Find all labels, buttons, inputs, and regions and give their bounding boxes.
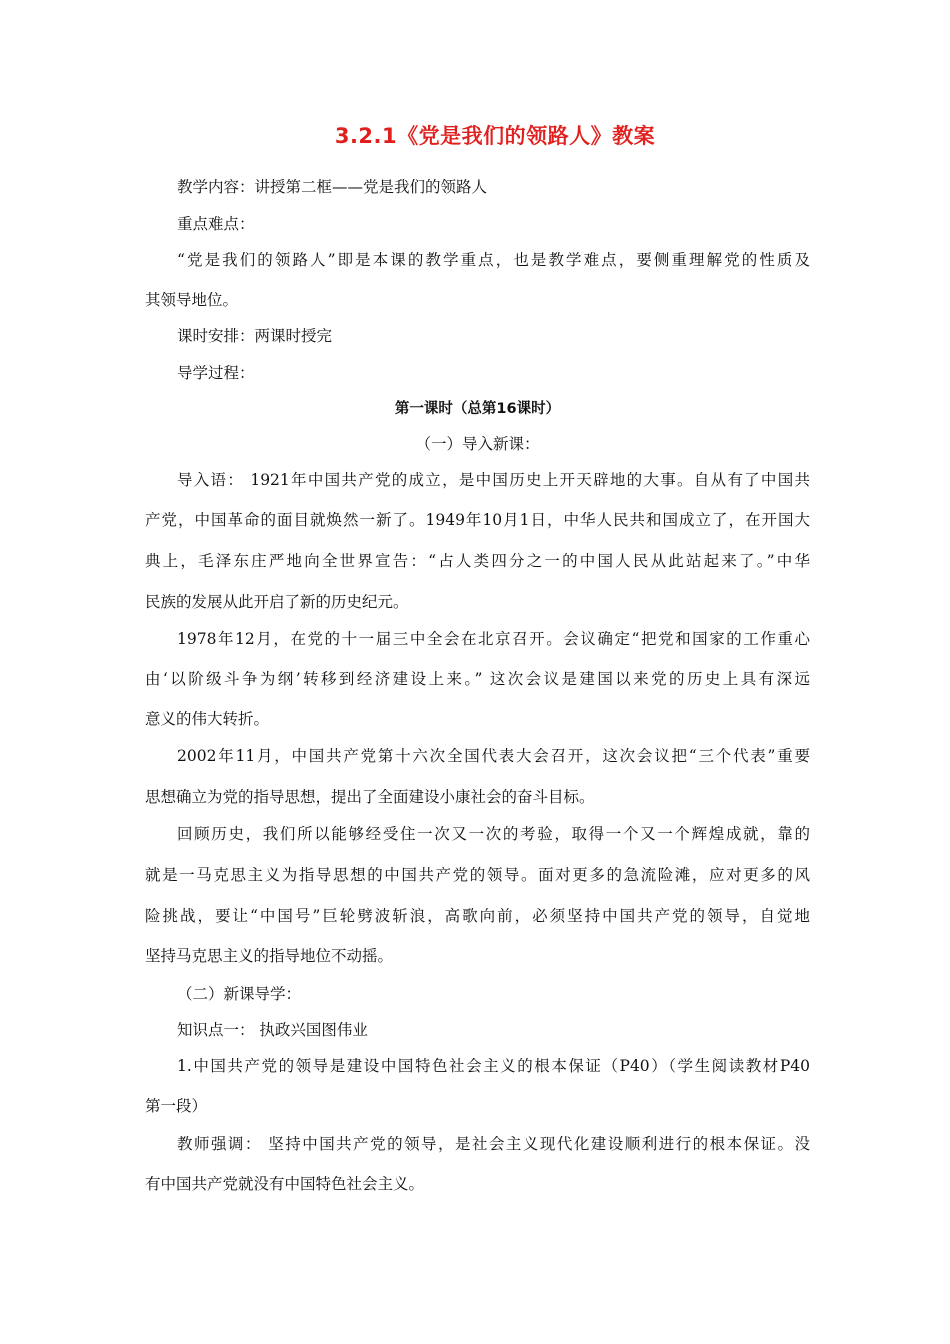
- text-line: 其领导地位。: [145, 291, 239, 309]
- text-line: 思想确立为党的指导思想，提出了全面建设小康社会的奋斗目标。: [145, 788, 595, 806]
- text-line: 由‘以阶级斗争为纲’转移到经济建设上来。” 这次会议是建国以来党的历史上具有深远: [145, 670, 810, 688]
- text-line: “党是我们的领路人”即是本课的教学重点，也是教学难点，要侧重理解党的性质及: [177, 251, 810, 269]
- subsection-heading: （一）导入新课：: [415, 435, 540, 453]
- text-line: 典上，毛泽东庄严地向全世界宣告：“占人类四分之一的中国人民从此站起来了。”中华: [145, 552, 810, 570]
- text-line: 教师强调： 坚持中国共产党的领导，是社会主义现代化建设顺利进行的根本保证。没: [177, 1135, 810, 1153]
- text-line: 2002年11月，中国共产党第十六次全国代表大会召开，这次会议把“三个代表”重要: [177, 747, 810, 765]
- text-line: 险挑战，要让“中国号”巨轮劈波斩浪，高歌向前，必须坚持中国共产党的领导，自觉地: [145, 907, 810, 925]
- text-line: 导学过程：: [177, 364, 255, 382]
- text-line: 重点难点：: [177, 215, 255, 233]
- text-line: 1.中国共产党的领导是建设中国特色社会主义的根本保证（P40）（学生阅读教材P40: [177, 1057, 810, 1075]
- text-line: 民族的发展从此开启了新的历史纪元。: [145, 593, 409, 611]
- text-line: 意义的伟大转折。: [145, 710, 270, 728]
- text-line: 课时安排：两课时授完: [177, 327, 333, 345]
- document-title: 3.2.1《党是我们的领路人》教案: [334, 124, 656, 148]
- text-line: 教学内容：讲授第二框——党是我们的领路人: [177, 178, 488, 196]
- text-line: 导入语： 1921年中国共产党的成立，是中国历史上开天辟地的大事。自从有了中国共: [177, 471, 810, 489]
- text-line: 有中国共产党就没有中国特色社会主义。: [145, 1175, 425, 1193]
- section-heading: 第一课时（总第16课时）: [394, 401, 561, 417]
- text-line: 坚持马克思主义的指导地位不动摇。: [145, 947, 394, 965]
- text-line: 回顾历史，我们所以能够经受住一次又一次的考验，取得一个又一个辉煌成就，靠的: [177, 825, 810, 843]
- text-line: 1978年12月，在党的十一届三中全会在北京召开。会议确定“把党和国家的工作重心: [177, 630, 810, 648]
- subsection-heading: （二）新课导学：: [177, 985, 302, 1003]
- knowledge-point-heading: 知识点一： 执政兴国图伟业: [177, 1021, 368, 1039]
- text-line: 就是一马克思主义为指导思想的中国共产党的领导。面对更多的急流险滩，应对更多的风: [145, 866, 810, 884]
- text-line: 第一段）: [145, 1097, 208, 1115]
- text-line: 产党，中国革命的面目就焕然一新了。1949年10月1日，中华人民共和国成立了，在开国大: [145, 511, 810, 529]
